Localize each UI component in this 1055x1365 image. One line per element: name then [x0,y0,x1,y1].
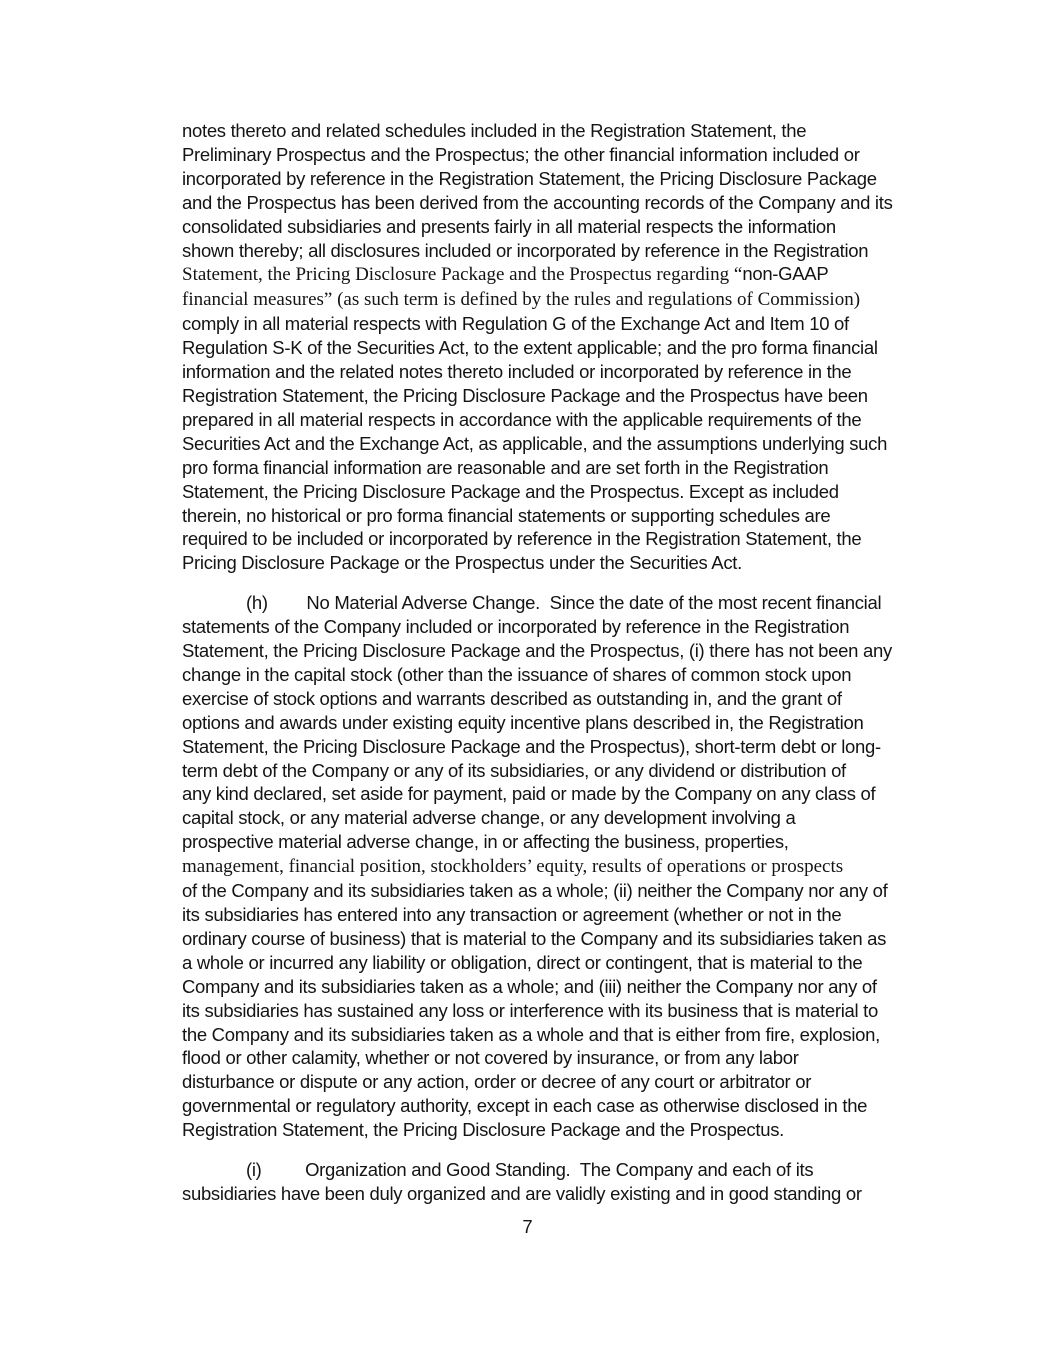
text-line [182,999,952,1023]
text-segment: capital stock, or any material adverse change, or any development involving a [182,807,796,829]
text-line [182,527,952,551]
text-segment: management, financial position, stockholders’ equity, results of operations or prospects [182,856,844,878]
text-segment: non-GAAP [742,263,829,285]
text-line [182,504,952,528]
text-segment: required to be included or incorporated by reference in the Registration Statement, the [182,528,862,550]
text-line [182,830,952,854]
text-segment: Regulation S-K of the Securities Act, to the extent applicable; and the pro forma financial [182,337,878,359]
text-line [182,239,952,263]
text-segment: Securities Act and the Exchange Act, as applicable, and the assumptions underlying such [182,432,888,454]
text-line [182,711,952,735]
text-line [182,663,952,687]
text-segment: its subsidiaries has entered into any transaction or agreement (whether or not in the [182,904,842,925]
text-line [182,1118,952,1142]
text-line [182,336,952,360]
text-line [182,1023,952,1047]
text-line [182,879,952,903]
text-segment: Pricing Disclosure Package or the Prospectus under the Securities Act. [182,552,742,574]
text-segment: exercise of stock options and warrants described as outstanding in, and the grant of [182,687,842,709]
text-line [182,1094,952,1118]
text-line [182,1182,952,1206]
text-segment: its subsidiaries has sustained any loss or interference with its business that is material to [182,999,878,1021]
text-segment: options and awards under existing equity incentive plans described in, the Registration [182,711,864,733]
text-line [182,312,952,336]
text-segment: Statement, the Pricing Disclosure Package and the Prospectus regarding “ [182,264,743,286]
text-line [182,735,952,759]
text-segment: term debt of the Company or any of its subsidiaries, or any dividend or distribution of [182,759,846,781]
text-line [182,143,952,167]
text-segment: shown thereby; all disclosures included or incorporated by reference in the Registration [182,239,869,261]
text-line [182,903,952,927]
text-line [182,854,952,879]
text-segment: prospective material adverse change, in or affecting the business, properties, [182,831,789,853]
text-segment: Statement, the Pricing Disclosure Package and the Prospectus, (i) there has not been any [182,640,892,662]
text-segment: Statement, the Pricing Disclosure Package and the Prospectus), short-term debt or long- [182,735,881,757]
paragraph-clause-i-organization-and-good-standing [182,1158,952,1206]
text-line [182,215,952,239]
text-line [182,1158,952,1182]
text-line [182,639,952,663]
text-line [182,480,952,504]
text-line [182,1046,952,1070]
text-segment: Preliminary Prospectus and the Prospectus; the other financial information included or [182,143,860,165]
paragraph-clause-h-no-material-adverse-change [182,591,952,1142]
text-line [182,360,952,384]
text-segment: flood or other calamity, whether or not covered by insurance, or from any labor [182,1047,799,1069]
text-line [182,456,952,480]
text-line [182,262,952,287]
text-segment: Statement, the Pricing Disclosure Package and the Prospectus. Except as included [182,480,839,502]
text-segment: incorporated by reference in the Registration Statement, the Pricing Disclosure Package [182,167,877,189]
text-line [182,806,952,830]
text-line [182,119,952,143]
text-segment: information and the related notes thereto included or incorporated by reference in the [182,361,852,383]
text-line [182,191,952,215]
text-segment: comply in all material respects with Regulation G of the Exchange Act and Item 10 of [182,313,849,335]
text-segment: consolidated subsidiaries and presents fairly in all material respects the information [182,215,836,237]
text-segment: ordinary course of business) that is material to the Company and its subsidiaries taken as [182,927,887,949]
text-segment: (i) Organization and Good Standing. The Company and each of its [246,1159,814,1181]
text-segment: a whole or incurred any liability or obligation, direct or contingent, that is material to the [182,951,863,973]
text-segment: change in the capital stock (other than the issuance of shares of common stock upon [182,663,852,685]
text-segment: of the Company and its subsidiaries taken as a whole; (ii) neither the Company nor any of [182,880,888,902]
text-segment: governmental or regulatory authority, except in each case as otherwise disclosed in the [182,1095,868,1117]
body-text [182,119,952,1206]
text-segment: and the Prospectus has been derived from the accounting records of the Company and its [182,191,893,213]
text-line [182,759,952,783]
text-segment: subsidiaries have been duly organized and are validly existing and in good standing or [182,1182,862,1204]
text-line [182,687,952,711]
text-line [182,975,952,999]
text-line [182,591,952,615]
page-number: 7 [522,1216,533,1237]
text-segment: therein, no historical or pro forma financial statements or supporting schedules are [182,504,831,526]
text-segment: the Company and its subsidiaries taken as a whole and that is either from fire, explosion, [182,1023,880,1045]
paragraph-financial-statements-continuation [182,119,952,575]
text-segment: statements of the Company included or incorporated by reference in the Registration [182,616,850,638]
text-segment: (h) No Material Adverse Change. Since the date of the most recent financial [246,592,882,614]
text-segment: notes thereto and related schedules included in the Registration Statement, the [182,120,807,141]
text-segment: disturbance or dispute or any action, order or decree of any court or arbitrator or [182,1071,812,1093]
text-segment: Registration Statement, the Pricing Disclosure Package and the Prospectus have been [182,384,868,406]
text-line [182,782,952,806]
text-segment: Company and its subsidiaries taken as a whole; and (iii) neither the Company nor any of [182,975,877,997]
text-segment: financial measures” (as such term is defined by the rules and regulations of Commission) [182,289,861,311]
text-line [182,384,952,408]
text-segment: any kind declared, set aside for payment, paid or made by the Company on any class of [182,783,876,805]
text-line [182,951,952,975]
text-segment: pro forma financial information are reasonable and are set forth in the Registration [182,456,829,478]
text-line [182,167,952,191]
text-line [182,615,952,639]
text-segment: Registration Statement, the Pricing Disclosure Package and the Prospectus. [182,1119,784,1141]
text-line [182,927,952,951]
text-line [182,432,952,456]
text-line [182,287,952,312]
text-line [182,408,952,432]
text-line [182,551,952,575]
text-segment: prepared in all material respects in accordance with the applicable requirements of the [182,408,862,430]
text-line [182,1070,952,1094]
